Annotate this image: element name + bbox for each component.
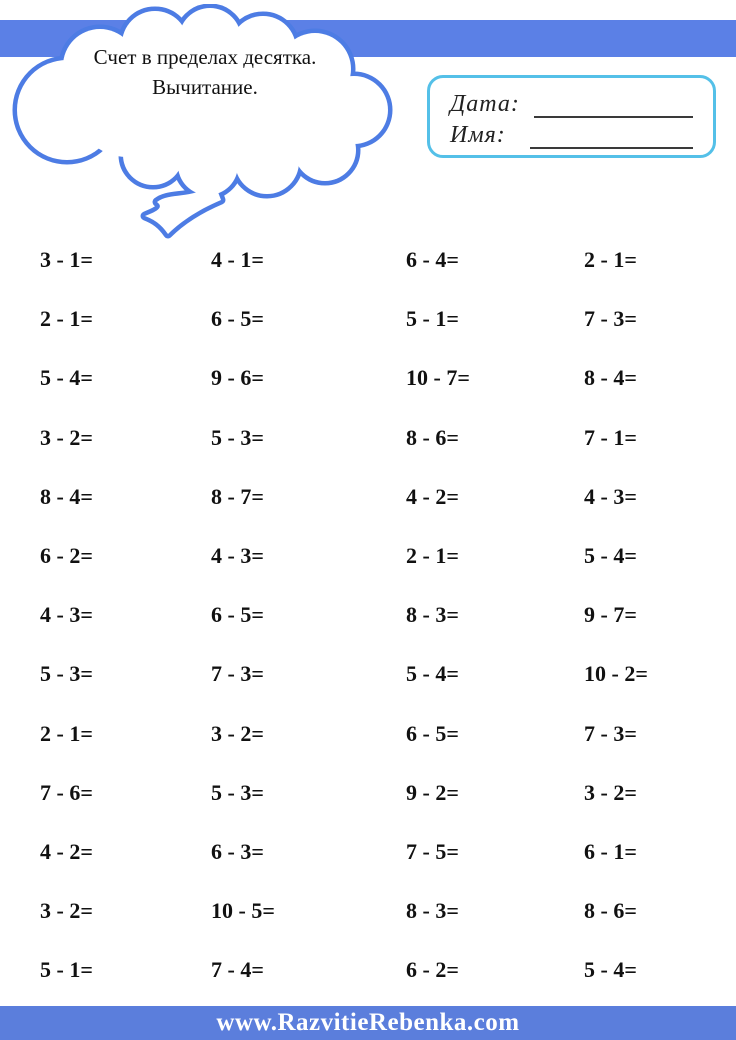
problem-cell: 6 - 5= [211, 306, 264, 332]
problem-cell: 4 - 1= [211, 247, 264, 272]
problem-cell: 5 - 4= [40, 365, 93, 391]
problem-cell: 4 - 2= [40, 838, 93, 864]
problem-cell: 8 - 3= [406, 898, 459, 924]
problem-cell: 2 - 1= [40, 720, 93, 746]
problem-cell: 3 - 2= [40, 898, 93, 924]
footer-band [0, 1006, 736, 1040]
problem-cell: 6 - 2= [40, 542, 93, 568]
problem-cell: 5 - 4= [584, 542, 637, 568]
problem-cell: 2 - 1= [406, 542, 459, 568]
problem-cell: 4 - 3= [40, 602, 93, 628]
problem-cell: 5 - 3= [211, 424, 264, 450]
problem-cell: 3 - 1= [40, 247, 93, 272]
problem-cell: 6 - 2= [406, 957, 459, 983]
problem-cell: 8 - 6= [584, 898, 637, 924]
problem-cell: 6 - 5= [406, 720, 459, 746]
name-label: Имя: [450, 122, 506, 148]
problem-cell: 8 - 4= [40, 483, 93, 509]
problem-cell: 4 - 3= [584, 483, 637, 509]
problem-cell: 8 - 3= [406, 602, 459, 628]
date-name-box [427, 75, 716, 158]
worksheet-title [55, 42, 355, 102]
problem-cell: 7 - 1= [584, 424, 637, 450]
problems-grid [0, 247, 736, 1016]
problem-cell: 10 - 7= [406, 365, 470, 391]
problem-cell: 2 - 1= [584, 247, 637, 272]
name-blank-line [530, 123, 693, 149]
footer-website: www.RazvitieRebenka.com [216, 1009, 520, 1036]
name-row [450, 118, 697, 149]
problem-cell: 5 - 1= [40, 957, 93, 983]
date-label: Дата: [450, 91, 520, 117]
problem-cell: 5 - 4= [584, 957, 637, 983]
problem-cell: 9 - 6= [211, 365, 264, 391]
title-line-2: Вычитание. [152, 75, 258, 99]
problem-cell: 8 - 7= [211, 483, 264, 509]
problem-cell: 4 - 2= [406, 483, 459, 509]
problem-cell: 6 - 3= [211, 838, 264, 864]
problem-cell: 6 - 5= [211, 602, 264, 628]
problem-cell: 10 - 2= [584, 661, 648, 687]
problem-cell: 9 - 2= [406, 779, 459, 805]
problem-cell: 5 - 1= [406, 306, 459, 332]
problem-cell: 2 - 1= [40, 306, 93, 332]
title-line-1: Счет в пределах десятка. [93, 45, 317, 69]
date-row [450, 87, 697, 118]
problem-cell: 10 - 5= [211, 898, 275, 924]
problem-cell: 5 - 4= [406, 661, 459, 687]
problem-cell: 7 - 5= [406, 838, 459, 864]
date-blank-line [534, 92, 693, 118]
problem-cell: 3 - 2= [211, 720, 264, 746]
problem-cell: 8 - 4= [584, 365, 637, 391]
cloud-speech-bubble [5, 4, 395, 249]
problem-cell: 4 - 3= [211, 542, 264, 568]
problem-cell: 6 - 4= [406, 247, 459, 272]
problem-cell: 3 - 2= [40, 424, 93, 450]
problem-cell: 9 - 7= [584, 602, 637, 628]
problem-cell: 3 - 2= [584, 779, 637, 805]
problem-cell: 5 - 3= [211, 779, 264, 805]
problem-cell: 7 - 3= [584, 720, 637, 746]
problem-cell: 6 - 1= [584, 838, 637, 864]
problem-cell: 7 - 6= [40, 779, 93, 805]
problem-cell: 7 - 4= [211, 957, 264, 983]
problem-cell: 7 - 3= [211, 661, 264, 687]
problem-cell: 5 - 3= [40, 661, 93, 687]
problem-cell: 8 - 6= [406, 424, 459, 450]
problem-cell: 7 - 3= [584, 306, 637, 332]
